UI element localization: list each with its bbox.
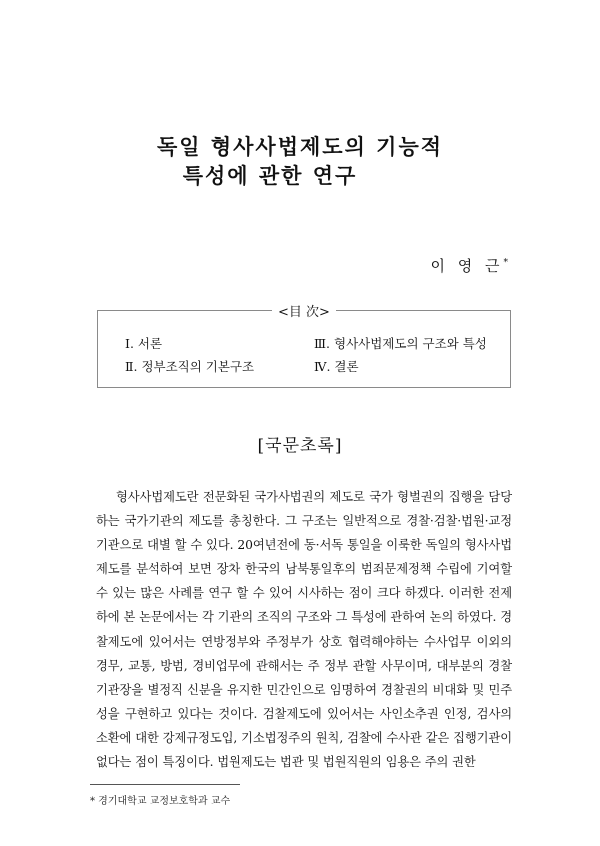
abstract-body: 형사사법제도란 전문화된 국가사법권의 제도로 국가 형벌권의 집행을 담당하는 국가기관의 제도를 총칭한다. 그 구조는 일반적으로 경찰·검찰·법원·교정기관으로 대별 할 수 있다. 20여년전에 동·서독 통일을 이룩한 독일의 형사사법제도를 분석하여 보면 장차 한국의 남북통일후의 범죄문제정책 수립에 기여할 수 있는 많은 사례를 연구 할 수 있어 시사하는 점이 크다 하겠다. 이러한 전제하에 본 논문에서는 각 기관의 조직의 구조와 그 특성에 관하여 논의 하였다. 경찰제도에 있어서는 연방정부와 주정부가 상호 협력해야하는 수사업무 이외의 경무, 교통, 방범, 경비업무에 관해서는 주 정부 관할 사무이며, 대부분의 경찰기관장을 별정직 신분을 유지한 민간인으로 임명하여 경찰권의 비대화 및 민주성을 구현하고 있다는 것이다. 검찰제도에 있어서는 사인소추권 인정, 검사의 소환에 대한 강제규정도입, 기소법정주의 원칙, 검찰에 수사관 같은 집행기관이 없다는 점이 특징이다. 법원제도는 법관 및 법원직원의 임용은 주의 권한 — [96, 490, 512, 770]
abstract-title: [국문초록] — [257, 436, 343, 456]
footnote-divider — [90, 784, 240, 785]
author-name: 이 영 근 — [430, 257, 504, 275]
author — [430, 255, 508, 276]
footnote: * 경기대학교 교정보호학과 교수 — [90, 796, 231, 807]
paper-title-line-2: 특성에 관한 연구 — [182, 164, 358, 188]
toc-heading: <目 次> — [272, 305, 336, 320]
toc-item-1: Ⅰ. 서론 — [125, 336, 163, 351]
paper-title-line-1: 독일 형사사법제도의 기능적 — [156, 135, 444, 159]
toc-item-2: Ⅱ. 정부조직의 기본구조 — [125, 359, 255, 374]
author-footnote-marker: * — [503, 258, 508, 268]
table-of-contents — [97, 305, 511, 388]
toc-item-3: Ⅲ. 형사사법제도의 구조와 특성 — [314, 336, 487, 351]
toc-item-4: Ⅳ. 결론 — [314, 359, 359, 374]
